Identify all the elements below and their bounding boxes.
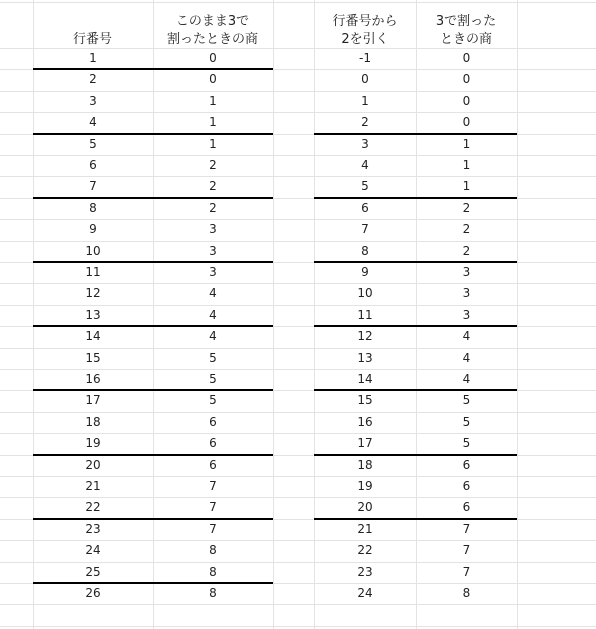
cell-row-number[interactable]: 19	[85, 436, 101, 450]
cell-quotient-after[interactable]: 3	[462, 286, 471, 300]
group-divider-left	[33, 261, 273, 263]
cell-quotient-as-is[interactable]: 7	[209, 500, 217, 514]
cell-quotient-after[interactable]: 5	[462, 393, 471, 407]
group-divider-left	[33, 454, 273, 456]
cell-row-minus-two[interactable]: 7	[361, 222, 369, 236]
cell-quotient-as-is[interactable]: 6	[209, 458, 217, 472]
group-divider-right	[314, 325, 517, 327]
cell-row-number[interactable]: 26	[85, 586, 101, 600]
cell-quotient-as-is[interactable]: 3	[209, 244, 217, 258]
cell-row-minus-two[interactable]: 5	[361, 179, 369, 193]
cell-quotient-after[interactable]: 2	[462, 244, 471, 258]
cell-quotient-as-is[interactable]: 3	[209, 222, 217, 236]
cell-quotient-after[interactable]: 5	[462, 415, 471, 429]
cell-row-minus-two[interactable]: 16	[357, 415, 373, 429]
cell-quotient-after[interactable]: 6	[462, 500, 471, 514]
cell-row-number[interactable]: 5	[89, 137, 97, 151]
cell-quotient-as-is[interactable]: 5	[209, 372, 217, 386]
cell-quotient-as-is[interactable]: 2	[209, 158, 217, 172]
cell-row-number[interactable]: 11	[85, 265, 101, 279]
cell-row-number[interactable]: 1	[89, 51, 97, 65]
cell-quotient-after[interactable]: 1	[462, 158, 471, 172]
cell-quotient-as-is[interactable]: 5	[209, 351, 217, 365]
cell-quotient-after[interactable]: 8	[462, 586, 471, 600]
cell-row-number[interactable]: 4	[89, 115, 97, 129]
grid-column-line	[517, 0, 518, 629]
cell-row-number[interactable]: 3	[89, 94, 97, 108]
cell-row-minus-two[interactable]: 2	[361, 115, 369, 129]
cell-quotient-as-is[interactable]: 7	[209, 522, 217, 536]
cell-row-number[interactable]: 15	[85, 351, 101, 365]
cell-row-number[interactable]: 13	[85, 308, 101, 322]
cell-quotient-after[interactable]: 3	[462, 308, 471, 322]
group-divider-right	[314, 197, 517, 199]
grid-row-line	[0, 2, 596, 3]
cell-quotient-as-is[interactable]: 2	[209, 201, 217, 215]
group-divider-right	[314, 389, 517, 391]
group-divider-left	[33, 325, 273, 327]
header-row-number[interactable]: 行番号	[72, 32, 112, 47]
cell-row-number[interactable]: 22	[85, 500, 101, 514]
cell-row-minus-two[interactable]: 22	[357, 543, 373, 557]
cell-row-minus-two[interactable]: 3	[361, 137, 369, 151]
cell-quotient-after[interactable]: 4	[462, 351, 471, 365]
cell-quotient-as-is[interactable]: 8	[209, 565, 217, 579]
cell-row-number[interactable]: 9	[89, 222, 97, 236]
cell-quotient-as-is[interactable]: 0	[209, 72, 217, 86]
cell-quotient-as-is[interactable]: 3	[209, 265, 217, 279]
cell-quotient-after[interactable]: 0	[462, 51, 471, 65]
group-divider-right	[314, 261, 517, 263]
cell-row-number[interactable]: 7	[89, 179, 97, 193]
cell-row-minus-two[interactable]: 4	[361, 158, 369, 172]
cell-row-number[interactable]: 2	[89, 72, 97, 86]
cell-row-minus-two[interactable]: 8	[361, 244, 369, 258]
cell-quotient-as-is[interactable]: 6	[209, 436, 217, 450]
cell-row-minus-two[interactable]: 14	[357, 372, 373, 386]
header-row-minus-two[interactable]: 行番号から 2を引く	[332, 14, 398, 47]
cell-quotient-after[interactable]: 6	[462, 458, 471, 472]
grid-column-line	[273, 0, 274, 629]
cell-row-minus-two[interactable]: 10	[357, 286, 373, 300]
cell-quotient-after[interactable]: 0	[462, 94, 471, 108]
grid-row-line	[0, 604, 596, 605]
cell-row-number[interactable]: 23	[85, 522, 101, 536]
cell-row-minus-two[interactable]: 23	[357, 565, 373, 579]
cell-quotient-as-is[interactable]: 2	[209, 179, 217, 193]
cell-quotient-after[interactable]: 2	[462, 222, 471, 236]
cell-row-minus-two[interactable]: -1	[359, 51, 371, 65]
cell-row-minus-two[interactable]: 6	[361, 201, 369, 215]
cell-row-number[interactable]: 25	[85, 565, 101, 579]
cell-row-number[interactable]: 17	[85, 393, 101, 407]
cell-quotient-after[interactable]: 7	[462, 565, 471, 579]
cell-quotient-as-is[interactable]: 4	[209, 286, 217, 300]
cell-row-minus-two[interactable]: 12	[357, 329, 373, 343]
cell-quotient-as-is[interactable]: 7	[209, 479, 217, 493]
cell-row-number[interactable]: 16	[85, 372, 101, 386]
cell-quotient-as-is[interactable]: 6	[209, 415, 217, 429]
cell-quotient-after[interactable]: 4	[462, 329, 471, 343]
cell-quotient-after[interactable]: 7	[462, 522, 471, 536]
cell-row-number[interactable]: 21	[85, 479, 101, 493]
cell-row-number[interactable]: 18	[85, 415, 101, 429]
cell-row-minus-two[interactable]: 20	[357, 500, 373, 514]
cell-row-number[interactable]: 14	[85, 329, 101, 343]
cell-quotient-after[interactable]: 0	[462, 115, 471, 129]
cell-quotient-as-is[interactable]: 5	[209, 393, 217, 407]
cell-quotient-after[interactable]: 6	[462, 479, 471, 493]
cell-quotient-as-is[interactable]: 0	[209, 51, 217, 65]
cell-row-number[interactable]: 6	[89, 158, 97, 172]
header-quotient-as-is[interactable]: このまま3で 割ったときの商	[166, 14, 258, 47]
cell-quotient-after[interactable]: 3	[462, 265, 471, 279]
cell-row-number[interactable]: 10	[85, 244, 101, 258]
group-divider-right	[314, 133, 517, 135]
cell-quotient-as-is[interactable]: 4	[209, 308, 217, 322]
group-divider-left	[33, 133, 273, 135]
cell-quotient-as-is[interactable]: 1	[209, 115, 217, 129]
cell-quotient-after[interactable]: 2	[462, 201, 471, 215]
cell-row-number[interactable]: 8	[89, 201, 97, 215]
group-divider-left	[33, 389, 273, 391]
cell-quotient-after[interactable]: 1	[462, 179, 471, 193]
group-divider-right	[314, 518, 517, 520]
header-quotient-after[interactable]: 3で割った ときの商	[435, 14, 497, 47]
cell-quotient-after[interactable]: 1	[462, 137, 471, 151]
cell-row-minus-two[interactable]: 9	[361, 265, 369, 279]
group-divider-left	[33, 197, 273, 199]
cell-row-minus-two[interactable]: 0	[361, 72, 369, 86]
cell-row-number[interactable]: 12	[85, 286, 101, 300]
cell-row-minus-two[interactable]: 13	[357, 351, 373, 365]
cell-quotient-as-is[interactable]: 1	[209, 137, 217, 151]
cell-quotient-after[interactable]: 5	[462, 436, 471, 450]
cell-row-minus-two[interactable]: 17	[357, 436, 373, 450]
grid-row-line	[0, 626, 596, 627]
cell-row-minus-two[interactable]: 15	[357, 393, 373, 407]
cell-row-number[interactable]: 24	[85, 543, 101, 557]
cell-quotient-as-is[interactable]: 4	[209, 329, 217, 343]
cell-quotient-after[interactable]: 7	[462, 543, 471, 557]
group-divider-left	[33, 582, 273, 584]
cell-quotient-as-is[interactable]: 1	[209, 94, 217, 108]
cell-quotient-as-is[interactable]: 8	[209, 543, 217, 557]
cell-row-minus-two[interactable]: 11	[357, 308, 373, 322]
cell-row-minus-two[interactable]: 19	[357, 479, 373, 493]
cell-quotient-as-is[interactable]: 8	[209, 586, 217, 600]
group-divider-left	[33, 68, 273, 70]
cell-quotient-after[interactable]: 0	[462, 72, 471, 86]
cell-row-number[interactable]: 20	[85, 458, 101, 472]
cell-row-minus-two[interactable]: 21	[357, 522, 373, 536]
cell-quotient-after[interactable]: 4	[462, 372, 471, 386]
cell-row-minus-two[interactable]: 1	[361, 94, 369, 108]
cell-row-minus-two[interactable]: 24	[357, 586, 373, 600]
group-divider-left	[33, 518, 273, 520]
group-divider-right	[314, 454, 517, 456]
cell-row-minus-two[interactable]: 18	[357, 458, 373, 472]
